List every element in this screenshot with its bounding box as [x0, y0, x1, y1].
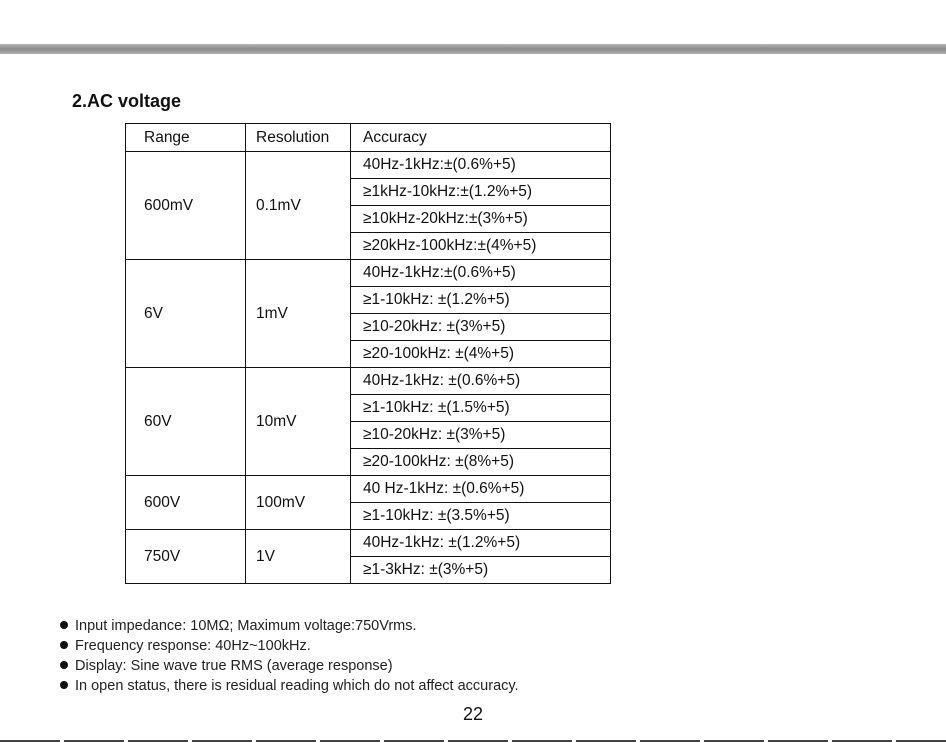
header-accuracy: Accuracy	[351, 124, 611, 152]
note-text: Input impedance: 10MΩ; Maximum voltage:750Vrms.	[75, 618, 417, 634]
bullet-icon	[60, 661, 68, 669]
table-row	[126, 152, 611, 179]
accuracy-cell: ≥10-20kHz: ±(3%+5)	[351, 314, 611, 341]
bullet-icon	[60, 621, 68, 629]
range-cell: 600V	[126, 476, 246, 530]
spec-notes-list	[60, 616, 519, 696]
table-row	[126, 368, 611, 395]
resolution-cell: 10mV	[246, 368, 351, 476]
bullet-icon	[60, 681, 68, 689]
range-cell: 750V	[126, 530, 246, 584]
accuracy-cell: 40Hz-1kHz: ±(1.2%+5)	[351, 530, 611, 557]
table-row	[126, 530, 611, 557]
accuracy-cell: ≥1-10kHz: ±(1.5%+5)	[351, 395, 611, 422]
list-item	[60, 656, 519, 676]
table-row	[126, 476, 611, 503]
accuracy-cell: ≥10-20kHz: ±(3%+5)	[351, 422, 611, 449]
header-resolution: Resolution	[246, 124, 351, 152]
list-item	[60, 616, 519, 636]
accuracy-cell: ≥1-10kHz: ±(3.5%+5)	[351, 503, 611, 530]
resolution-cell: 0.1mV	[246, 152, 351, 260]
resolution-cell: 1mV	[246, 260, 351, 368]
accuracy-cell: 40Hz-1kHz:±(0.6%+5)	[351, 152, 611, 179]
list-item	[60, 636, 519, 656]
ac-voltage-spec-table	[125, 123, 611, 584]
accuracy-cell: ≥1-10kHz: ±(1.2%+5)	[351, 287, 611, 314]
accuracy-cell: ≥10kHz-20kHz:±(3%+5)	[351, 206, 611, 233]
accuracy-cell: 40Hz-1kHz:±(0.6%+5)	[351, 260, 611, 287]
accuracy-cell: ≥20-100kHz: ±(8%+5)	[351, 449, 611, 476]
range-cell: 6V	[126, 260, 246, 368]
accuracy-cell: ≥20-100kHz: ±(4%+5)	[351, 341, 611, 368]
accuracy-cell: 40Hz-1kHz: ±(0.6%+5)	[351, 368, 611, 395]
page-number: 22	[462, 704, 484, 724]
list-item	[60, 676, 519, 696]
range-cell: 600mV	[126, 152, 246, 260]
bullet-icon	[60, 641, 68, 649]
table-row	[126, 260, 611, 287]
accuracy-cell: 40 Hz-1kHz: ±(0.6%+5)	[351, 476, 611, 503]
note-text: Display: Sine wave true RMS (average response)	[75, 658, 393, 674]
accuracy-cell: ≥20kHz-100kHz:±(4%+5)	[351, 233, 611, 260]
header-range: Range	[126, 124, 246, 152]
resolution-cell: 1V	[246, 530, 351, 584]
table-header-row	[126, 124, 611, 152]
resolution-cell: 100mV	[246, 476, 351, 530]
footer-line	[0, 740, 946, 742]
header-divider-bar	[0, 44, 946, 54]
accuracy-cell: ≥1kHz-10kHz:±(1.2%+5)	[351, 179, 611, 206]
section-title: 2.AC voltage	[72, 91, 182, 111]
range-cell: 60V	[126, 368, 246, 476]
note-text: Frequency response: 40Hz~100kHz.	[75, 638, 311, 654]
accuracy-cell: ≥1-3kHz: ±(3%+5)	[351, 557, 611, 584]
note-text: In open status, there is residual reading which do not affect accuracy.	[75, 678, 519, 694]
